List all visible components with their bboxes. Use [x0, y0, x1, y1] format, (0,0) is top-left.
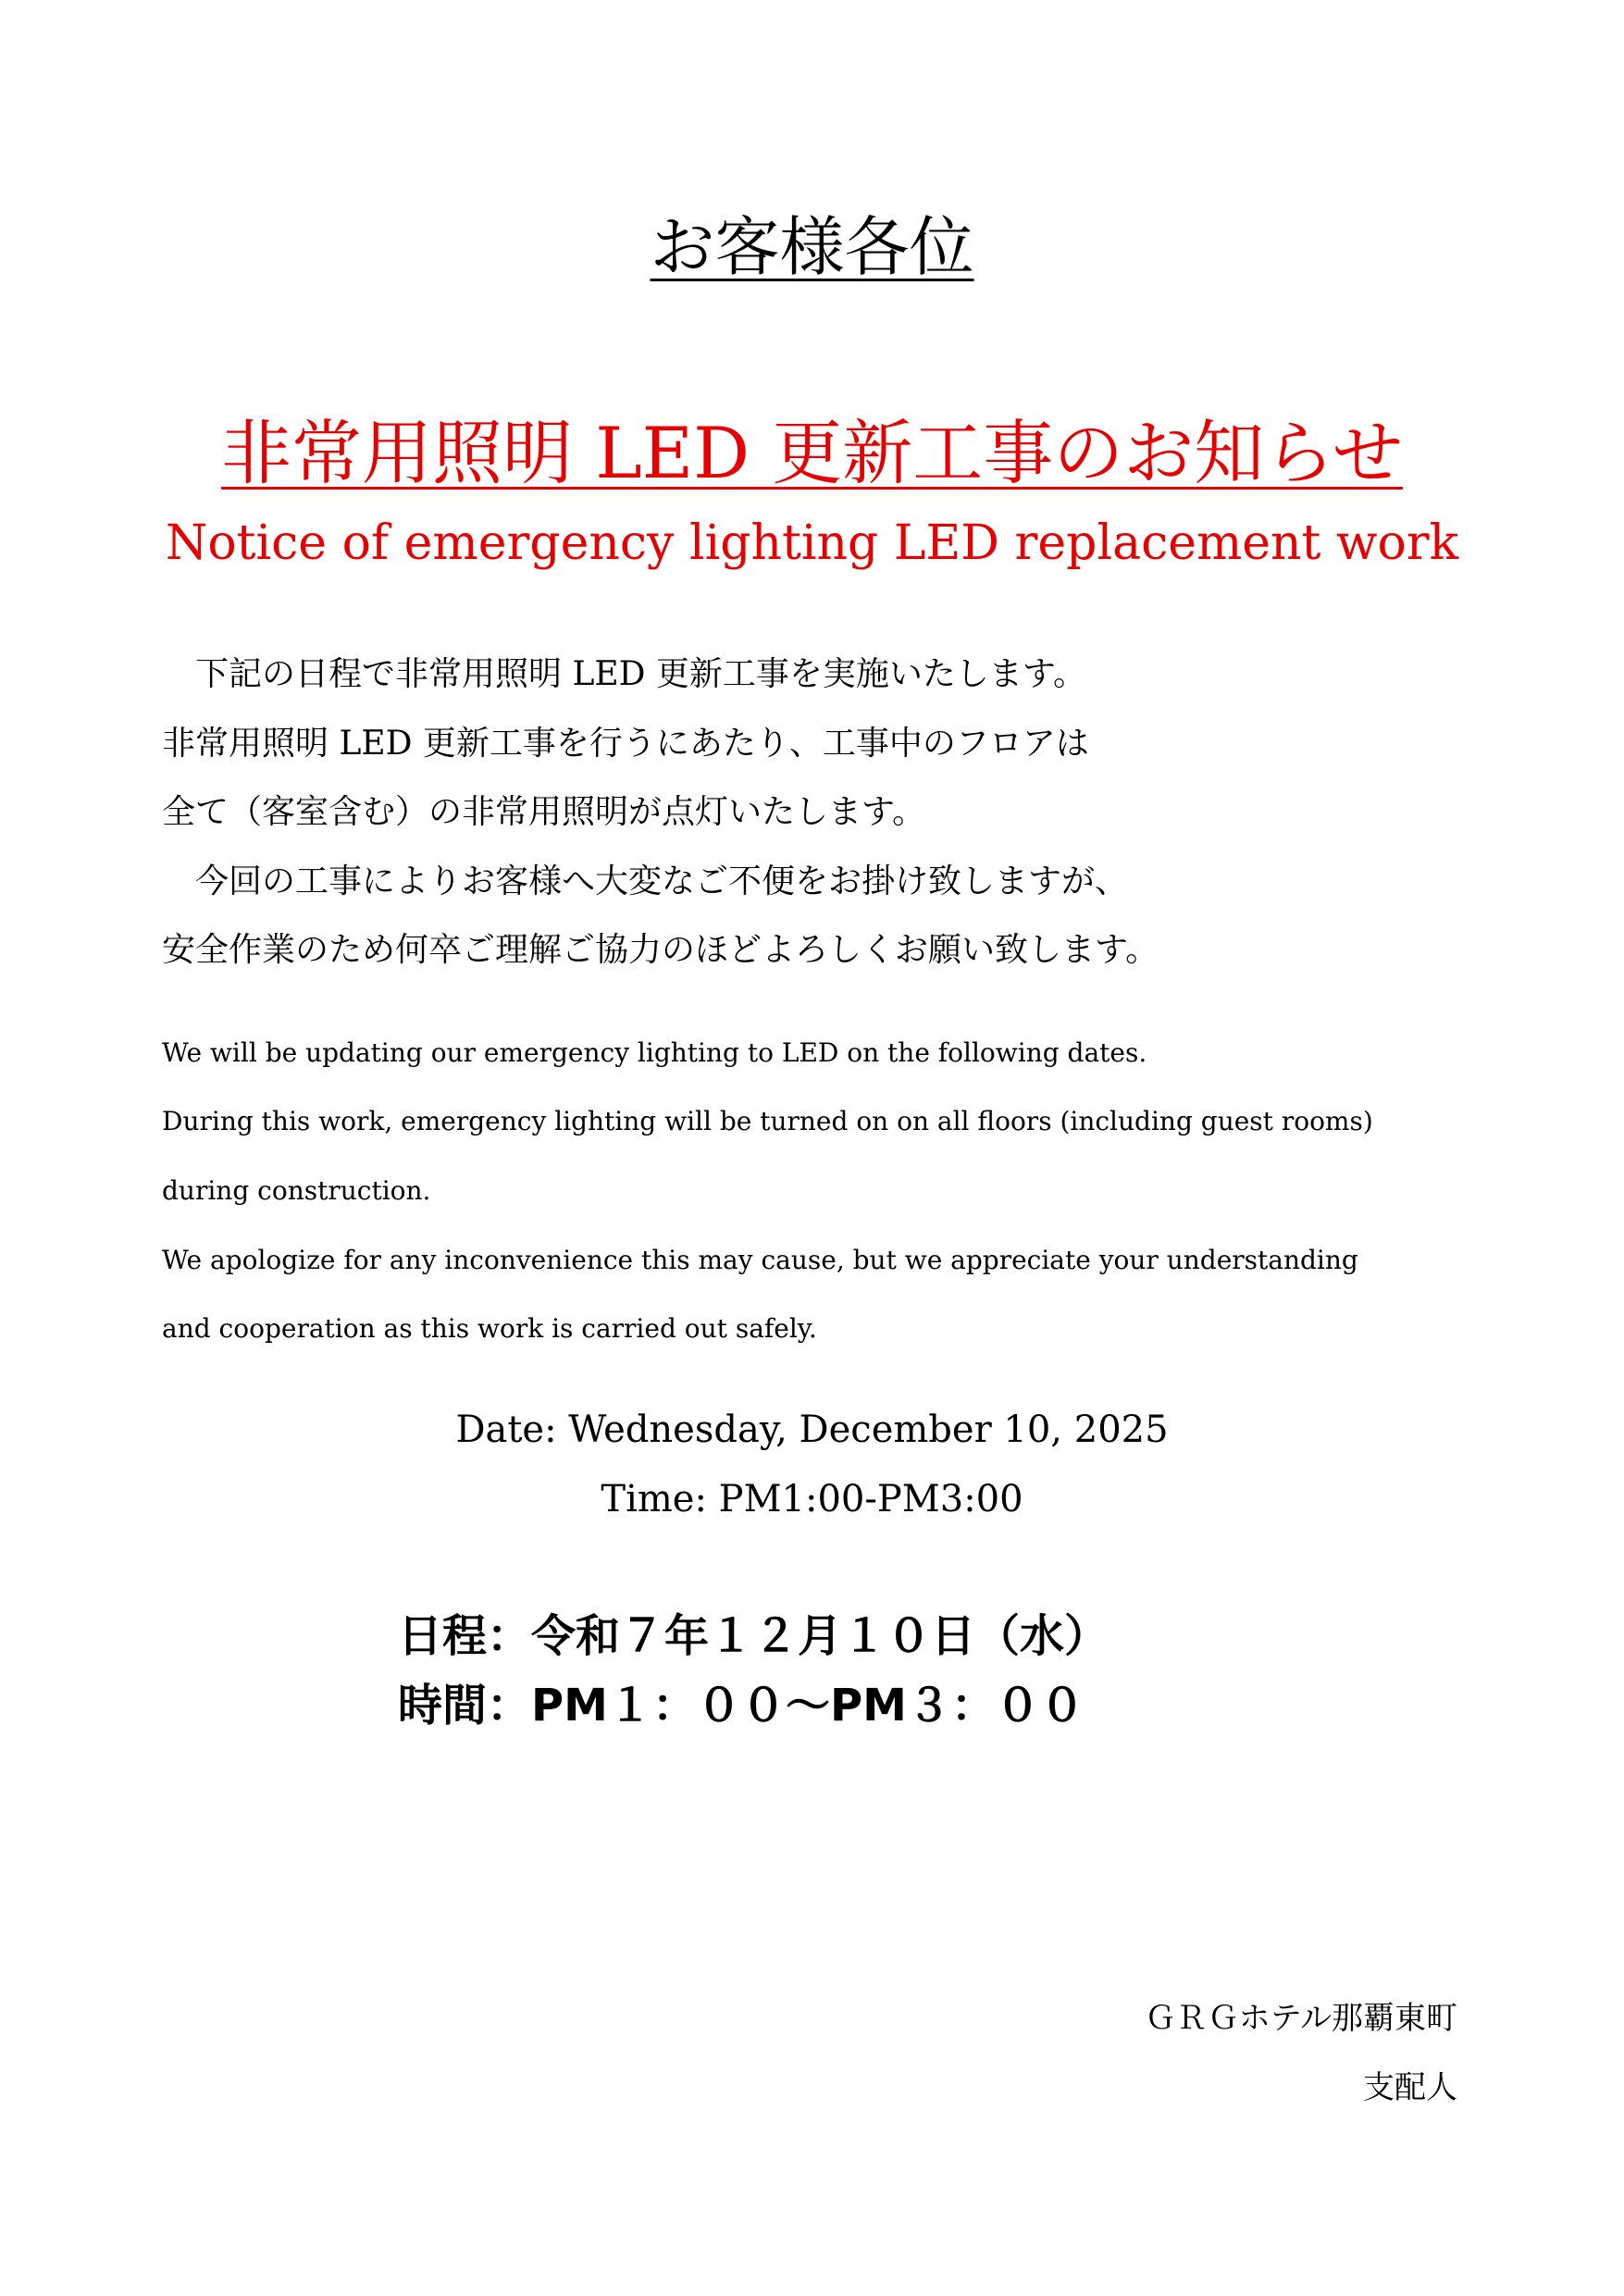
body-en-line: We will be updating our emergency lighting to LED on the following dates.: [162, 1037, 1147, 1068]
body-jp-line: 安全作業のため何卒ご理解ご協力のほどよろしくお願い致します。: [162, 931, 1159, 969]
signature-hotel: ＧＲＧホテル那覇東町: [1144, 2000, 1457, 2037]
body-en-line: During this work, emergency lighting will be turned on on all floors (including guest rooms): [162, 1106, 1373, 1136]
body-en-line: and cooperation as this work is carried out safely.: [162, 1313, 817, 1344]
body-jp-line: 非常用照明 LED 更新工事を行うにあたり、工事中のフロアは: [162, 725, 1089, 763]
body-en-line: We apologize for any inconvenience this may cause, but we appreciate your understanding: [162, 1245, 1358, 1275]
schedule-date-jp: 日程：令和７年１２月１０日（水）: [398, 1610, 1110, 1662]
body-jp-line: 下記の日程で非常用照明 LED 更新工事を実施いたします。: [162, 655, 1087, 693]
body-en-line: during construction.: [162, 1175, 431, 1206]
body-jp-line: 今回の工事によりお客様へ大変なご不便をお掛け致しますが、: [162, 863, 1129, 900]
schedule-time-jp: 時間：PM１：００～PM３：００: [398, 1680, 1085, 1731]
notice-title-jp: 非常用照明 LED 更新工事のお知らせ: [221, 412, 1403, 494]
body-jp-line: 全て（客室含む）の非常用照明が点灯いたします。: [162, 793, 926, 831]
salutation: お客様各位: [650, 209, 974, 285]
schedule-date-en: Date: Wednesday, December 10, 2025: [455, 1409, 1169, 1451]
schedule-time-en: Time: PM1:00-PM3:00: [601, 1478, 1023, 1520]
signature-role: 支配人: [1363, 2069, 1457, 2106]
notice-title-en: Notice of emergency lighting LED replacement work: [165, 515, 1459, 571]
